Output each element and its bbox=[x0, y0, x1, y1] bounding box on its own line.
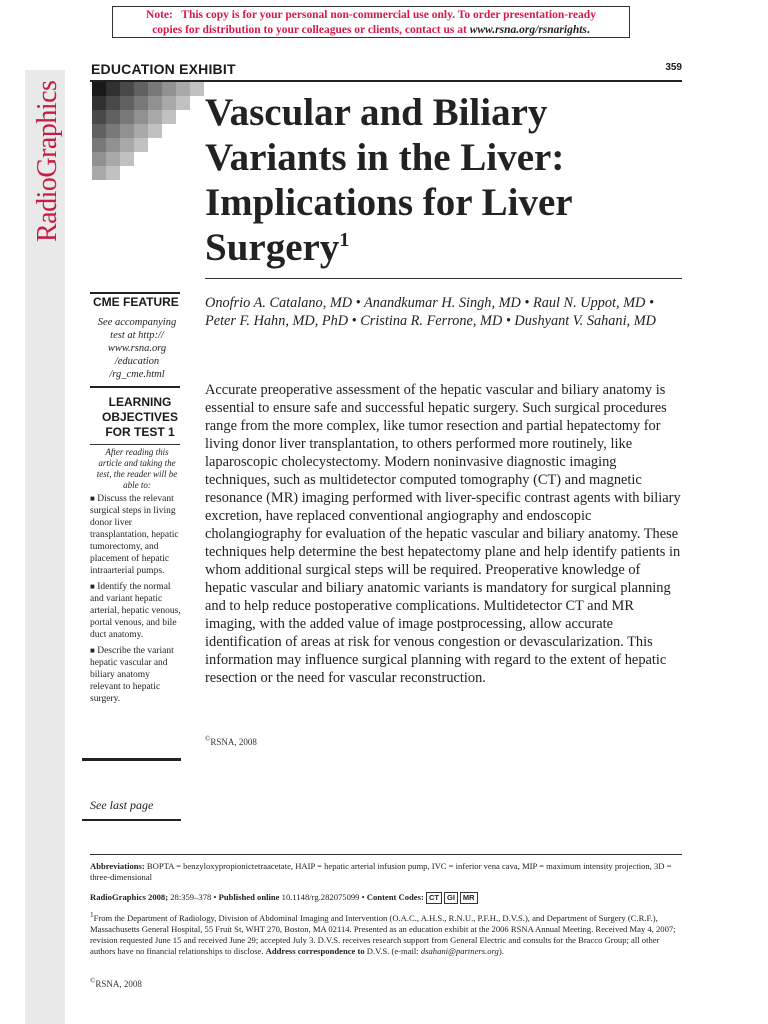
mosaic-tile bbox=[92, 152, 106, 166]
mosaic-tile bbox=[106, 124, 120, 138]
see-last-page-link[interactable]: See last page bbox=[90, 798, 154, 812]
mosaic-tile bbox=[106, 152, 120, 166]
page-number: 359 bbox=[665, 62, 682, 73]
citation-line: RadioGraphics 2008; 28:359–378 • Published online 10.1148/rg.282075099 • Content Codes: CT GI MR bbox=[90, 891, 682, 904]
mosaic-tile bbox=[134, 110, 148, 124]
list-item: ■ Discuss the relevant surgical steps in living donor liver transplantation, hepatic tumorectomy, and placement of hepatic intraarterial pumps. bbox=[90, 494, 179, 576]
mosaic-tile bbox=[162, 82, 176, 96]
square-bullet-icon: ■ bbox=[90, 582, 95, 591]
mosaic-tile bbox=[148, 96, 162, 110]
abstract-text: Accurate preoperative assessment of the hepatic vascular and biliary anatomy is essential to ensure safe and successful hepatic surgery. Such surgical procedures range from the more complex, like tumor resection and partial hepatectomy for living donor liver transplantation, to others performed more routinely, like laparoscopic cholecystectomy. Modern noninvasive diagnostic imaging techniques, such as multidetector computed tomography (CT) and magnetic resonance (MR) imaging performed with liver-specific contrast agents with biliary excretion, have replaced conventional angiography and endoscopic cholangiography for evaluation of the hepatic vascular and biliary anatomy. These techniques help determine the best hepatectomy plane and help identify patients in whom additional surgical steps will be required. Preoperative knowledge of hepatic vascular and biliary anatomic variants is mandatory for surgical planning and to help reduce postoperative complications. Multidetector CT and MR imaging, with the added value of image postprocessing, allow accurate identification of areas at risk for venous congestion or devascularization. This information may influence surgical planning with regard to the extent of hepatic resection or the need for vascular reconstruction. bbox=[205, 382, 681, 686]
mosaic-tile bbox=[106, 82, 120, 96]
mosaic-tile bbox=[106, 166, 120, 180]
mosaic-tile bbox=[134, 96, 148, 110]
abbreviations: Abbreviations: BOPTA = benzyloxypropionictetraacetate, HAIP = hepatic arterial infusion pump, IVC = inferior vena cava, MIP = maximum intensity projection, 3D = three-dimensional bbox=[90, 861, 672, 882]
title-line-2: Variants in the Liver: bbox=[205, 136, 565, 179]
content-code-badge: CT bbox=[426, 892, 442, 904]
learning-objectives-list bbox=[90, 493, 182, 709]
section-label: EDUCATION EXHIBIT bbox=[91, 61, 236, 77]
mosaic-tile bbox=[176, 96, 190, 110]
cme-top-rule bbox=[90, 292, 180, 294]
mosaic-tile bbox=[162, 96, 176, 110]
learning-objectives-intro: After reading this article and taking the test, the reader will be able to: bbox=[96, 447, 178, 490]
cme-link[interactable]: www.rsna.org bbox=[107, 343, 167, 354]
learning-objectives-title: LEARNING OBJECTIVES FOR TEST 1 bbox=[101, 395, 179, 439]
mosaic-tile bbox=[134, 82, 148, 96]
mosaic-tile bbox=[120, 82, 134, 96]
mosaic-tile bbox=[148, 110, 162, 124]
title-line-4: Surgery$^1$ bbox=[205, 226, 350, 269]
footer-copyright: ©RSNA, 2008 bbox=[90, 977, 142, 989]
cme-feature-text: See accompanying test at http:// www.rsna.org /education /rg_cme.html bbox=[94, 316, 180, 381]
journal-name-vertical: RadioGraphics bbox=[32, 80, 63, 242]
mosaic-tile bbox=[120, 96, 134, 110]
mosaic-tile bbox=[120, 110, 134, 124]
mosaic-tile bbox=[134, 138, 148, 152]
mosaic-tile bbox=[92, 124, 106, 138]
notice-line2: copies for distribution to your colleagues or clients, contact us at bbox=[152, 24, 467, 36]
notice-url-link[interactable]: www.rsna.org/rsnarights bbox=[469, 24, 587, 36]
title-line-1: Vascular and Biliary bbox=[205, 91, 548, 134]
mosaic-tile bbox=[106, 110, 120, 124]
notice-box: Note: This copy is for your personal non-commercial use only. To order presentation-ready copies for distribution to your colleagues or clients, contact us at www.rsna.org/rsnarights. bbox=[112, 6, 630, 38]
cme-bottom-rule bbox=[90, 386, 180, 388]
article-title bbox=[205, 90, 685, 270]
notice-lead: Note: bbox=[146, 9, 173, 21]
cme-feature-label: CME FEATURE bbox=[93, 295, 179, 309]
title-footnote-mark: 1 bbox=[339, 229, 350, 251]
square-bullet-icon: ■ bbox=[90, 646, 95, 655]
mosaic-tile bbox=[92, 82, 106, 96]
content-code-badge: GI bbox=[444, 892, 458, 904]
mosaic-tile bbox=[92, 138, 106, 152]
mosaic-tile bbox=[92, 110, 106, 124]
abstract-copyright: ©RSNA, 2008 bbox=[205, 735, 257, 747]
mosaic-tile bbox=[120, 138, 134, 152]
footer-rule bbox=[90, 854, 682, 855]
mosaic-tile bbox=[120, 124, 134, 138]
title-rule bbox=[205, 278, 682, 279]
mosaic-tile bbox=[190, 82, 204, 96]
see-last-page-rule bbox=[82, 819, 181, 821]
affiliation-footnote: $^1$From the Department of Radiology, Division of Abdominal Imaging and Intervention (O.A.C., A.H.S., R.N.U., P.F.H., D.V.S.), and Department of Surgery (C.R.F.), Massachusetts General Hospital, 55 Fruit St, WHT 270, Boston, MA 02114. Presented as an education exhibit at the 2006 RSNA Annual Meeting. Received May 4, 2007; revision requested June 15 and received June 29; accepted July 3. D.V.S. receives research support from General Electric and consults for the Bracco Group; all other authors have no financial relationships to disclose. Address correspondence to D.V.S. (e-mail: dsahani@partners.org). bbox=[90, 911, 676, 956]
mosaic-tile bbox=[106, 96, 120, 110]
content-code-badge: MR bbox=[460, 892, 478, 904]
list-item: ■ Identify the normal and variant hepatic arterial, hepatic venous, portal venous, and bile duct anatomy. bbox=[90, 582, 181, 640]
mosaic-tile bbox=[134, 124, 148, 138]
learning-objectives-rule bbox=[90, 444, 180, 445]
email-link[interactable]: dsahani@partners.org bbox=[420, 945, 499, 956]
mosaic-tile bbox=[176, 82, 190, 96]
mosaic-tile bbox=[106, 138, 120, 152]
gradient-mosaic bbox=[92, 82, 204, 180]
mosaic-tile bbox=[120, 152, 134, 166]
mosaic-tile bbox=[148, 82, 162, 96]
author-list: Onofrio A. Catalano, MD • Anandkumar H. Singh, MD • Raul N. Uppot, MD • Peter F. Hahn, MD, PhD • Cristina R. Ferrone, MD • Dushyant V. Sahani, MD bbox=[205, 295, 656, 329]
mosaic-tile bbox=[162, 110, 176, 124]
mosaic-tile bbox=[148, 124, 162, 138]
square-bullet-icon: ■ bbox=[90, 494, 95, 503]
list-item: ■ Describe the variant hepatic vascular and biliary anatomy relevant to hepatic surgery. bbox=[90, 646, 174, 704]
notice-line1: This copy is for your personal non-commercial use only. To order presentation-ready bbox=[181, 9, 596, 21]
mosaic-tile bbox=[92, 96, 106, 110]
title-line-3: Implications for Liver bbox=[205, 181, 573, 224]
learning-objectives-bottom-rule bbox=[82, 758, 181, 761]
mosaic-tile bbox=[92, 166, 106, 180]
